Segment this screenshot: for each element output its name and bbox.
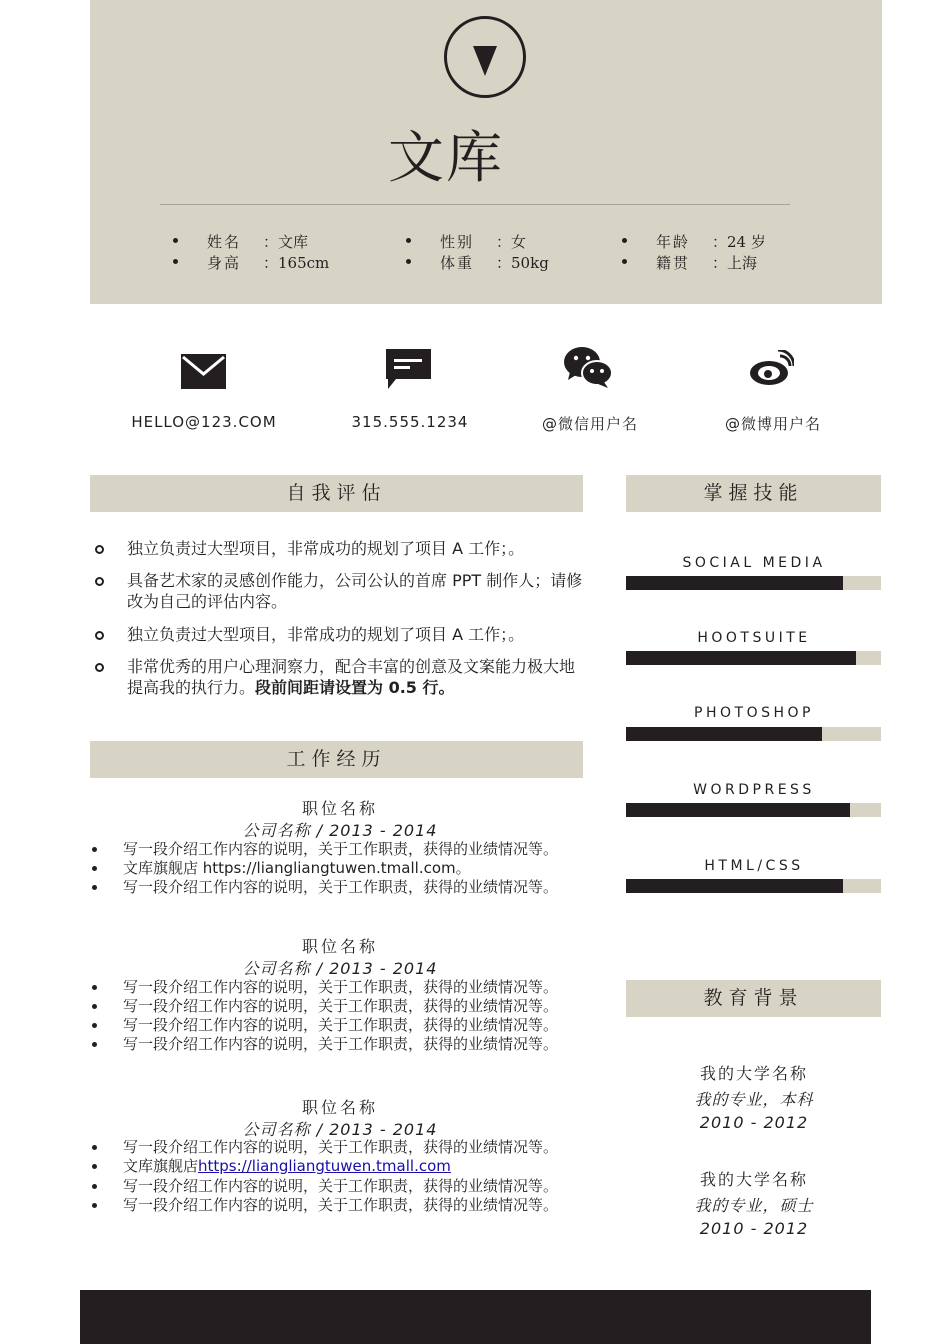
eval-item: 独立负责过大型项目，非常成功的规划了项目 A 工作；。	[127, 625, 525, 644]
skill-bar	[626, 651, 881, 665]
job-item: 写一段介绍工作内容的说明，关于工作职责，获得的业绩情况等。	[123, 840, 593, 859]
contact-phone[interactable]: 315.555.1234	[351, 413, 469, 431]
info-height: 身高 ：165cm	[207, 252, 329, 273]
person-name: 文库	[388, 126, 504, 191]
skill-bar	[626, 727, 881, 741]
job-title: 职位名称	[301, 1098, 378, 1117]
edu-major: 我的专业，本科	[694, 1090, 814, 1109]
job-company: 公司名称 / 2013 - 2014	[242, 959, 438, 978]
job-title: 职位名称	[301, 937, 378, 956]
email-icon	[181, 354, 226, 389]
job-company: 公司名称 / 2013 - 2014	[242, 821, 438, 840]
skill-bar	[626, 576, 881, 590]
skill-label: HOOTSUITE	[697, 630, 811, 646]
job-item: 写一段介绍工作内容的说明，关于工作职责，获得的业绩情况等。	[123, 1196, 593, 1215]
skill-bar	[626, 803, 881, 817]
section-title-self-eval: 自我评估	[90, 475, 583, 512]
job-item: 文库旗舰店https://liangliangtuwen.tmall.com	[123, 1157, 593, 1176]
section-title-skills: 掌握技能	[626, 475, 881, 512]
eval-item: 具备艺术家的灵感创作能力，公司公认的首席 PPT 制作人；请修改为自己的评估内容。	[127, 571, 583, 611]
header-divider	[160, 204, 790, 205]
skill-bar-fill	[626, 651, 856, 665]
info-name: 姓名 ：文库	[207, 231, 308, 252]
skill-label: PHOTOSHOP	[694, 705, 814, 721]
eval-item: 非常优秀的用户心理洞察力，配合丰富的创意及文案能力极大地提高我的执行力。段前间距请设置为 0.5 行。	[127, 657, 576, 697]
section-title-work: 工作经历	[90, 741, 583, 778]
footer-bar	[80, 1290, 871, 1344]
section-title-education: 教育背景	[626, 980, 881, 1017]
store-link[interactable]: https://liangliangtuwen.tmall.com	[198, 1157, 451, 1175]
edu-school: 我的大学名称	[699, 1064, 808, 1083]
skill-bar-fill	[626, 803, 850, 817]
info-hometown: 籍贯 ：上海	[656, 252, 757, 273]
skill-bar-fill	[626, 879, 843, 893]
edu-major: 我的专业，硕士	[694, 1196, 814, 1215]
job-item: 写一段介绍工作内容的说明，关于工作职责，获得的业绩情况等。	[123, 1016, 593, 1035]
logo-triangle-icon	[444, 16, 526, 98]
info-age: 年龄 ：24 岁	[656, 231, 766, 252]
job-item: 写一段介绍工作内容的说明，关于工作职责，获得的业绩情况等。	[123, 1177, 593, 1196]
eval-bold-note: 段前间距请设置为 0.5 行。	[255, 678, 455, 697]
chat-icon	[386, 349, 431, 389]
header-panel	[90, 0, 882, 304]
edu-years: 2010 - 2012	[699, 1219, 809, 1238]
bullet-ring-icon	[95, 663, 104, 672]
weibo-icon	[750, 350, 794, 386]
job-item: 写一段介绍工作内容的说明，关于工作职责，获得的业绩情况等。	[123, 1138, 593, 1157]
info-weight: 体重 ：50kg	[440, 252, 549, 273]
skill-bar-fill	[626, 576, 843, 590]
job-item: 文库旗舰店 https://liangliangtuwen.tmall.com。	[123, 859, 593, 878]
contact-wechat: @微信用户名	[541, 415, 638, 433]
wechat-icon	[564, 346, 612, 388]
skill-label: HTML/CSS	[704, 858, 804, 874]
job-company: 公司名称 / 2013 - 2014	[242, 1120, 438, 1139]
edu-years: 2010 - 2012	[699, 1113, 809, 1132]
skill-label: SOCIAL MEDIA	[682, 555, 826, 571]
job-item: 写一段介绍工作内容的说明，关于工作职责，获得的业绩情况等。	[123, 997, 593, 1016]
skill-bar	[626, 879, 881, 893]
bullet-ring-icon	[95, 577, 104, 586]
job-item: 写一段介绍工作内容的说明，关于工作职责，获得的业绩情况等。	[123, 978, 593, 997]
job-item: 写一段介绍工作内容的说明，关于工作职责，获得的业绩情况等。	[123, 1035, 593, 1054]
skill-label: WORDPRESS	[693, 782, 815, 798]
bullet-ring-icon	[95, 631, 104, 640]
edu-school: 我的大学名称	[699, 1170, 808, 1189]
job-item: 写一段介绍工作内容的说明，关于工作职责，获得的业绩情况等。	[123, 878, 593, 897]
job-title: 职位名称	[301, 799, 378, 818]
info-gender: 性别 ：女	[440, 231, 526, 252]
skill-bar-fill	[626, 727, 822, 741]
contact-email[interactable]: HELLO@123.COM	[131, 413, 277, 431]
eval-item: 独立负责过大型项目，非常成功的规划了项目 A 工作；。	[127, 539, 525, 558]
bullet-ring-icon	[95, 545, 104, 554]
contact-weibo: @微博用户名	[724, 415, 821, 433]
